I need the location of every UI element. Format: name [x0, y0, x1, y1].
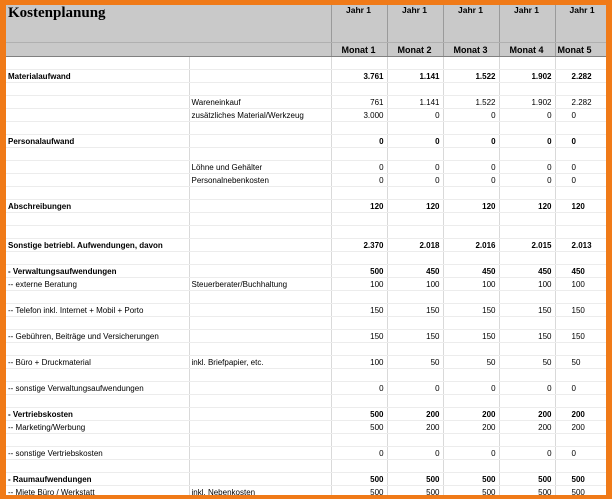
- table-row: [6, 486, 612, 499]
- row-label-cell[interactable]: [6, 252, 189, 265]
- value-cell-month-3[interactable]: 1.522: [443, 70, 499, 83]
- row-note-cell[interactable]: [189, 265, 331, 278]
- value-cell-month-2[interactable]: 0: [387, 382, 443, 395]
- value-cell-month-5[interactable]: 2.282: [555, 96, 612, 109]
- value-cell-month-5[interactable]: [555, 83, 612, 96]
- value-cell-month-1[interactable]: 3.000: [331, 109, 387, 122]
- value-cell-month-4[interactable]: 200: [499, 421, 555, 434]
- value-cell-month-2[interactable]: [387, 317, 443, 330]
- value-cell-month-2[interactable]: 0: [387, 174, 443, 187]
- row-note-cell[interactable]: Löhne und Gehälter: [189, 161, 331, 174]
- value-cell-month-5[interactable]: 0: [555, 161, 612, 174]
- value-cell-month-4[interactable]: 500: [499, 486, 555, 499]
- row-note-cell[interactable]: [189, 330, 331, 343]
- value-cell-month-5[interactable]: [555, 57, 612, 70]
- value-cell-month-5[interactable]: 0: [555, 447, 612, 460]
- table-row: [6, 109, 612, 122]
- value-cell-month-3[interactable]: 50: [443, 356, 499, 369]
- value-cell-month-3[interactable]: 0: [443, 135, 499, 148]
- value-cell-month-5[interactable]: [555, 187, 612, 200]
- value-cell-month-2[interactable]: 150: [387, 330, 443, 343]
- value-cell-month-1[interactable]: [331, 187, 387, 200]
- blank-row: [6, 343, 612, 356]
- value-cell-month-5[interactable]: [555, 343, 612, 356]
- value-cell-month-5[interactable]: 50: [555, 356, 612, 369]
- value-cell-month-1[interactable]: 3.761: [331, 70, 387, 83]
- value-cell-month-3[interactable]: 120: [443, 200, 499, 213]
- value-cell-month-2[interactable]: [387, 369, 443, 382]
- row-note-cell[interactable]: [189, 148, 331, 161]
- row-note-cell[interactable]: [189, 343, 331, 356]
- row-label-cell[interactable]: -- Telefon inkl. Internet + Mobil + Porto: [6, 304, 189, 317]
- value-cell-month-5[interactable]: 450: [555, 265, 612, 278]
- value-cell-month-2[interactable]: 500: [387, 486, 443, 499]
- row-note-cell[interactable]: [189, 122, 331, 135]
- value-cell-month-2[interactable]: 100: [387, 278, 443, 291]
- value-cell-month-3[interactable]: [443, 460, 499, 473]
- table-row: [6, 356, 612, 369]
- value-cell-month-5[interactable]: 200: [555, 408, 612, 421]
- blank-row: [6, 252, 612, 265]
- value-cell-month-4[interactable]: 450: [499, 265, 555, 278]
- table-row: [6, 70, 612, 83]
- value-cell-month-1[interactable]: [331, 395, 387, 408]
- year-header-1[interactable]: Jahr 1: [331, 5, 387, 43]
- value-cell-month-3[interactable]: [443, 226, 499, 239]
- month-header-4[interactable]: Monat 4: [499, 43, 555, 57]
- table-row: [6, 96, 612, 109]
- value-cell-month-2[interactable]: 0: [387, 161, 443, 174]
- row-note-cell[interactable]: [189, 304, 331, 317]
- value-cell-month-1[interactable]: [331, 83, 387, 96]
- header-empty-cell: [6, 43, 331, 57]
- table-row: [6, 174, 612, 187]
- value-cell-month-1[interactable]: 2.370: [331, 239, 387, 252]
- value-cell-month-2[interactable]: [387, 343, 443, 356]
- row-label-cell[interactable]: - Verwaltungsaufwendungen: [6, 265, 189, 278]
- value-cell-month-4[interactable]: 0: [499, 382, 555, 395]
- value-cell-month-1[interactable]: [331, 343, 387, 356]
- value-cell-month-2[interactable]: 0: [387, 135, 443, 148]
- value-cell-month-3[interactable]: [443, 252, 499, 265]
- value-cell-month-5[interactable]: 0: [555, 135, 612, 148]
- row-note-cell[interactable]: Wareneinkauf: [189, 96, 331, 109]
- value-cell-month-3[interactable]: [443, 434, 499, 447]
- value-cell-month-1[interactable]: [331, 122, 387, 135]
- sheet-title: Kostenplanung: [6, 5, 331, 43]
- row-note-cell[interactable]: inkl. Nebenkosten: [189, 486, 331, 499]
- row-label-cell[interactable]: [6, 460, 189, 473]
- row-note-cell[interactable]: [189, 473, 331, 486]
- value-cell-month-5[interactable]: [555, 122, 612, 135]
- value-cell-month-1[interactable]: [331, 369, 387, 382]
- value-cell-month-4[interactable]: 1.902: [499, 96, 555, 109]
- value-cell-month-5[interactable]: [555, 369, 612, 382]
- value-cell-month-2[interactable]: 450: [387, 265, 443, 278]
- value-cell-month-3[interactable]: 0: [443, 382, 499, 395]
- value-cell-month-4[interactable]: [499, 57, 555, 70]
- row-note-cell[interactable]: Steuerberater/Buchhaltung: [189, 278, 331, 291]
- blank-row: [6, 226, 612, 239]
- table-row: [6, 161, 612, 174]
- value-cell-month-3[interactable]: 0: [443, 109, 499, 122]
- value-cell-month-4[interactable]: 0: [499, 447, 555, 460]
- value-cell-month-1[interactable]: [331, 434, 387, 447]
- value-cell-month-4[interactable]: 0: [499, 161, 555, 174]
- row-note-cell[interactable]: [189, 317, 331, 330]
- blank-row: [6, 434, 612, 447]
- table-row: [6, 239, 612, 252]
- month-header-2[interactable]: Monat 2: [387, 43, 443, 57]
- year-header-2[interactable]: Jahr 1: [387, 5, 443, 43]
- value-cell-month-1[interactable]: 0: [331, 161, 387, 174]
- value-cell-month-1[interactable]: 500: [331, 408, 387, 421]
- value-cell-month-4[interactable]: [499, 226, 555, 239]
- month-header-5[interactable]: Monat 5: [555, 43, 612, 57]
- value-cell-month-1[interactable]: [331, 460, 387, 473]
- year-header-3[interactable]: Jahr 1: [443, 5, 499, 43]
- blank-row: [6, 317, 612, 330]
- value-cell-month-4[interactable]: [499, 434, 555, 447]
- row-note-cell[interactable]: [189, 291, 331, 304]
- value-cell-month-2[interactable]: [387, 213, 443, 226]
- value-cell-month-4[interactable]: 0: [499, 109, 555, 122]
- blank-row: [6, 369, 612, 382]
- value-cell-month-3[interactable]: [443, 291, 499, 304]
- value-cell-month-2[interactable]: [387, 252, 443, 265]
- value-cell-month-2[interactable]: [387, 460, 443, 473]
- value-cell-month-3[interactable]: 150: [443, 304, 499, 317]
- value-cell-month-3[interactable]: [443, 148, 499, 161]
- row-label-cell[interactable]: -- Gebühren, Beiträge und Versicherungen: [6, 330, 189, 343]
- value-cell-month-4[interactable]: [499, 187, 555, 200]
- blank-row: [6, 291, 612, 304]
- value-cell-month-5[interactable]: [555, 226, 612, 239]
- value-cell-month-4[interactable]: 100: [499, 278, 555, 291]
- row-label-cell[interactable]: - Raumaufwendungen: [6, 473, 189, 486]
- value-cell-month-2[interactable]: [387, 434, 443, 447]
- row-note-cell[interactable]: [189, 135, 331, 148]
- row-label-cell[interactable]: Materialaufwand: [6, 70, 189, 83]
- row-note-cell[interactable]: [189, 83, 331, 96]
- value-cell-month-5[interactable]: [555, 460, 612, 473]
- value-cell-month-5[interactable]: 150: [555, 304, 612, 317]
- row-note-cell[interactable]: [189, 226, 331, 239]
- row-note-cell[interactable]: [189, 187, 331, 200]
- value-cell-month-2[interactable]: 120: [387, 200, 443, 213]
- table-row: [6, 408, 612, 421]
- value-cell-month-1[interactable]: 100: [331, 356, 387, 369]
- value-cell-month-1[interactable]: 0: [331, 174, 387, 187]
- value-cell-month-5[interactable]: 120: [555, 200, 612, 213]
- value-cell-month-2[interactable]: 150: [387, 304, 443, 317]
- value-cell-month-4[interactable]: [499, 317, 555, 330]
- value-cell-month-2[interactable]: [387, 187, 443, 200]
- value-cell-month-4[interactable]: [499, 343, 555, 356]
- row-note-cell[interactable]: [189, 460, 331, 473]
- table-row: [6, 382, 612, 395]
- value-cell-month-5[interactable]: [555, 395, 612, 408]
- row-note-cell[interactable]: [189, 213, 331, 226]
- row-note-cell[interactable]: [189, 447, 331, 460]
- table-row: [6, 304, 612, 317]
- value-cell-month-3[interactable]: 1.522: [443, 96, 499, 109]
- value-cell-month-4[interactable]: 200: [499, 408, 555, 421]
- value-cell-month-5[interactable]: [555, 252, 612, 265]
- table-row: [6, 200, 612, 213]
- value-cell-month-4[interactable]: 0: [499, 174, 555, 187]
- row-label-cell[interactable]: Sonstige betriebl. Aufwendungen, davon: [6, 239, 189, 252]
- blank-row: [6, 187, 612, 200]
- value-cell-month-1[interactable]: [331, 317, 387, 330]
- value-cell-month-2[interactable]: [387, 291, 443, 304]
- value-cell-month-4[interactable]: [499, 252, 555, 265]
- year-header-5[interactable]: Jahr 1: [555, 5, 612, 43]
- value-cell-month-2[interactable]: [387, 83, 443, 96]
- value-cell-month-1[interactable]: [331, 291, 387, 304]
- row-label-cell[interactable]: [6, 395, 189, 408]
- value-cell-month-1[interactable]: 500: [331, 486, 387, 499]
- value-cell-month-1[interactable]: 0: [331, 447, 387, 460]
- value-cell-month-5[interactable]: [555, 148, 612, 161]
- value-cell-month-3[interactable]: [443, 83, 499, 96]
- value-cell-month-1[interactable]: 150: [331, 330, 387, 343]
- value-cell-month-3[interactable]: 0: [443, 447, 499, 460]
- value-cell-month-2[interactable]: [387, 122, 443, 135]
- row-label-cell[interactable]: [6, 187, 189, 200]
- table-row: [6, 135, 612, 148]
- value-cell-month-4[interactable]: 150: [499, 330, 555, 343]
- value-cell-month-1[interactable]: 100: [331, 278, 387, 291]
- value-cell-month-5[interactable]: 500: [555, 486, 612, 499]
- value-cell-month-4[interactable]: [499, 291, 555, 304]
- value-cell-month-3[interactable]: 100: [443, 278, 499, 291]
- value-cell-month-4[interactable]: 0: [499, 135, 555, 148]
- table-row: [6, 421, 612, 434]
- value-cell-month-2[interactable]: 200: [387, 421, 443, 434]
- value-cell-month-4[interactable]: [499, 395, 555, 408]
- row-note-cell[interactable]: [189, 434, 331, 447]
- month-header-3[interactable]: Monat 3: [443, 43, 499, 57]
- value-cell-month-1[interactable]: [331, 226, 387, 239]
- month-header-1[interactable]: Monat 1: [331, 43, 387, 57]
- value-cell-month-5[interactable]: 200: [555, 421, 612, 434]
- row-label-cell[interactable]: -- Büro + Druckmaterial: [6, 356, 189, 369]
- value-cell-month-5[interactable]: 100: [555, 278, 612, 291]
- row-note-cell[interactable]: [189, 252, 331, 265]
- value-cell-month-4[interactable]: [499, 83, 555, 96]
- value-cell-month-4[interactable]: 1.902: [499, 70, 555, 83]
- table-row: [6, 278, 612, 291]
- value-cell-month-3[interactable]: [443, 343, 499, 356]
- row-label-cell[interactable]: [6, 122, 189, 135]
- value-cell-month-1[interactable]: 150: [331, 304, 387, 317]
- value-cell-month-1[interactable]: 0: [331, 135, 387, 148]
- value-cell-month-5[interactable]: [555, 317, 612, 330]
- value-cell-month-1[interactable]: 500: [331, 473, 387, 486]
- value-cell-month-3[interactable]: 0: [443, 161, 499, 174]
- row-note-cell[interactable]: [189, 70, 331, 83]
- value-cell-month-4[interactable]: 500: [499, 473, 555, 486]
- year-header-4[interactable]: Jahr 1: [499, 5, 555, 43]
- value-cell-month-5[interactable]: [555, 434, 612, 447]
- row-label-cell[interactable]: [6, 213, 189, 226]
- spreadsheet-table: [6, 5, 612, 499]
- value-cell-month-4[interactable]: [499, 460, 555, 473]
- row-label-cell[interactable]: [6, 317, 189, 330]
- value-cell-month-2[interactable]: [387, 148, 443, 161]
- blank-row: [6, 122, 612, 135]
- row-label-cell[interactable]: Personalaufwand: [6, 135, 189, 148]
- value-cell-month-3[interactable]: [443, 57, 499, 70]
- blank-row: [6, 213, 612, 226]
- value-cell-month-3[interactable]: [443, 122, 499, 135]
- value-cell-month-1[interactable]: 0: [331, 382, 387, 395]
- row-label-cell[interactable]: -- Miete Büro / Werkstatt: [6, 486, 189, 499]
- value-cell-month-4[interactable]: 150: [499, 304, 555, 317]
- row-note-cell[interactable]: [189, 382, 331, 395]
- row-note-cell[interactable]: Personalnebenkosten: [189, 174, 331, 187]
- value-cell-month-2[interactable]: 50: [387, 356, 443, 369]
- value-cell-month-5[interactable]: [555, 291, 612, 304]
- row-label-cell[interactable]: -- sonstige Verwaltungsaufwendungen: [6, 382, 189, 395]
- row-note-cell[interactable]: [189, 239, 331, 252]
- row-label-cell[interactable]: Abschreibungen: [6, 200, 189, 213]
- row-label-cell[interactable]: [6, 226, 189, 239]
- value-cell-month-5[interactable]: 2.282: [555, 70, 612, 83]
- value-cell-month-5[interactable]: 0: [555, 109, 612, 122]
- value-cell-month-3[interactable]: 500: [443, 486, 499, 499]
- value-cell-month-1[interactable]: [331, 252, 387, 265]
- value-cell-month-5[interactable]: 500: [555, 473, 612, 486]
- row-label-cell[interactable]: [6, 83, 189, 96]
- row-label-cell[interactable]: [6, 343, 189, 356]
- blank-row: [6, 83, 612, 96]
- value-cell-month-2[interactable]: 0: [387, 447, 443, 460]
- value-cell-month-1[interactable]: 500: [331, 421, 387, 434]
- value-cell-month-3[interactable]: [443, 213, 499, 226]
- value-cell-month-2[interactable]: 1.141: [387, 70, 443, 83]
- value-cell-month-5[interactable]: 0: [555, 174, 612, 187]
- row-note-cell[interactable]: [189, 408, 331, 421]
- table-row: [6, 447, 612, 460]
- blank-row: [6, 395, 612, 408]
- row-label-cell[interactable]: [6, 161, 189, 174]
- value-cell-month-2[interactable]: [387, 226, 443, 239]
- value-cell-month-4[interactable]: 120: [499, 200, 555, 213]
- value-cell-month-2[interactable]: 500: [387, 473, 443, 486]
- value-cell-month-3[interactable]: [443, 369, 499, 382]
- table-row: [6, 265, 612, 278]
- row-label-cell[interactable]: [6, 369, 189, 382]
- value-cell-month-4[interactable]: 2.015: [499, 239, 555, 252]
- value-cell-month-1[interactable]: 761: [331, 96, 387, 109]
- value-cell-month-4[interactable]: [499, 122, 555, 135]
- row-label-cell[interactable]: [6, 434, 189, 447]
- blank-row: [6, 148, 612, 161]
- value-cell-month-3[interactable]: 500: [443, 473, 499, 486]
- row-label-cell[interactable]: - Vertriebskosten: [6, 408, 189, 421]
- blank-row: [6, 57, 612, 70]
- table-row: [6, 330, 612, 343]
- row-label-cell[interactable]: -- externe Beratung: [6, 278, 189, 291]
- value-cell-month-2[interactable]: [387, 57, 443, 70]
- row-note-cell[interactable]: [189, 369, 331, 382]
- value-cell-month-3[interactable]: 200: [443, 408, 499, 421]
- value-cell-month-1[interactable]: 500: [331, 265, 387, 278]
- row-note-cell[interactable]: inkl. Briefpapier, etc.: [189, 356, 331, 369]
- value-cell-month-5[interactable]: 150: [555, 330, 612, 343]
- value-cell-month-5[interactable]: [555, 213, 612, 226]
- value-cell-month-2[interactable]: 1.141: [387, 96, 443, 109]
- value-cell-month-4[interactable]: [499, 369, 555, 382]
- table-row: [6, 473, 612, 486]
- value-cell-month-4[interactable]: 50: [499, 356, 555, 369]
- value-cell-month-4[interactable]: [499, 213, 555, 226]
- value-cell-month-2[interactable]: 200: [387, 408, 443, 421]
- row-note-cell[interactable]: [189, 421, 331, 434]
- row-label-cell[interactable]: -- sonstige Vertriebskosten: [6, 447, 189, 460]
- row-label-cell[interactable]: [6, 174, 189, 187]
- value-cell-month-1[interactable]: [331, 57, 387, 70]
- row-label-cell[interactable]: [6, 57, 189, 70]
- blank-row: [6, 460, 612, 473]
- value-cell-month-5[interactable]: 2.013: [555, 239, 612, 252]
- row-label-cell[interactable]: [6, 109, 189, 122]
- value-cell-month-2[interactable]: [387, 395, 443, 408]
- value-cell-month-3[interactable]: 200: [443, 421, 499, 434]
- value-cell-month-3[interactable]: [443, 187, 499, 200]
- value-cell-month-3[interactable]: 450: [443, 265, 499, 278]
- value-cell-month-2[interactable]: 2.018: [387, 239, 443, 252]
- row-label-cell[interactable]: [6, 148, 189, 161]
- row-label-cell[interactable]: [6, 96, 189, 109]
- value-cell-month-5[interactable]: 0: [555, 382, 612, 395]
- value-cell-month-2[interactable]: 0: [387, 109, 443, 122]
- row-note-cell[interactable]: [189, 395, 331, 408]
- value-cell-month-3[interactable]: 0: [443, 174, 499, 187]
- value-cell-month-1[interactable]: [331, 148, 387, 161]
- row-note-cell[interactable]: zusätzliches Material/Werkzeug: [189, 109, 331, 122]
- row-note-cell[interactable]: [189, 200, 331, 213]
- value-cell-month-1[interactable]: [331, 213, 387, 226]
- row-note-cell[interactable]: [189, 57, 331, 70]
- row-label-cell[interactable]: [6, 291, 189, 304]
- value-cell-month-3[interactable]: 2.016: [443, 239, 499, 252]
- value-cell-month-3[interactable]: [443, 317, 499, 330]
- value-cell-month-4[interactable]: [499, 148, 555, 161]
- value-cell-month-3[interactable]: 150: [443, 330, 499, 343]
- row-label-cell[interactable]: -- Marketing/Werbung: [6, 421, 189, 434]
- value-cell-month-1[interactable]: 120: [331, 200, 387, 213]
- value-cell-month-3[interactable]: [443, 395, 499, 408]
